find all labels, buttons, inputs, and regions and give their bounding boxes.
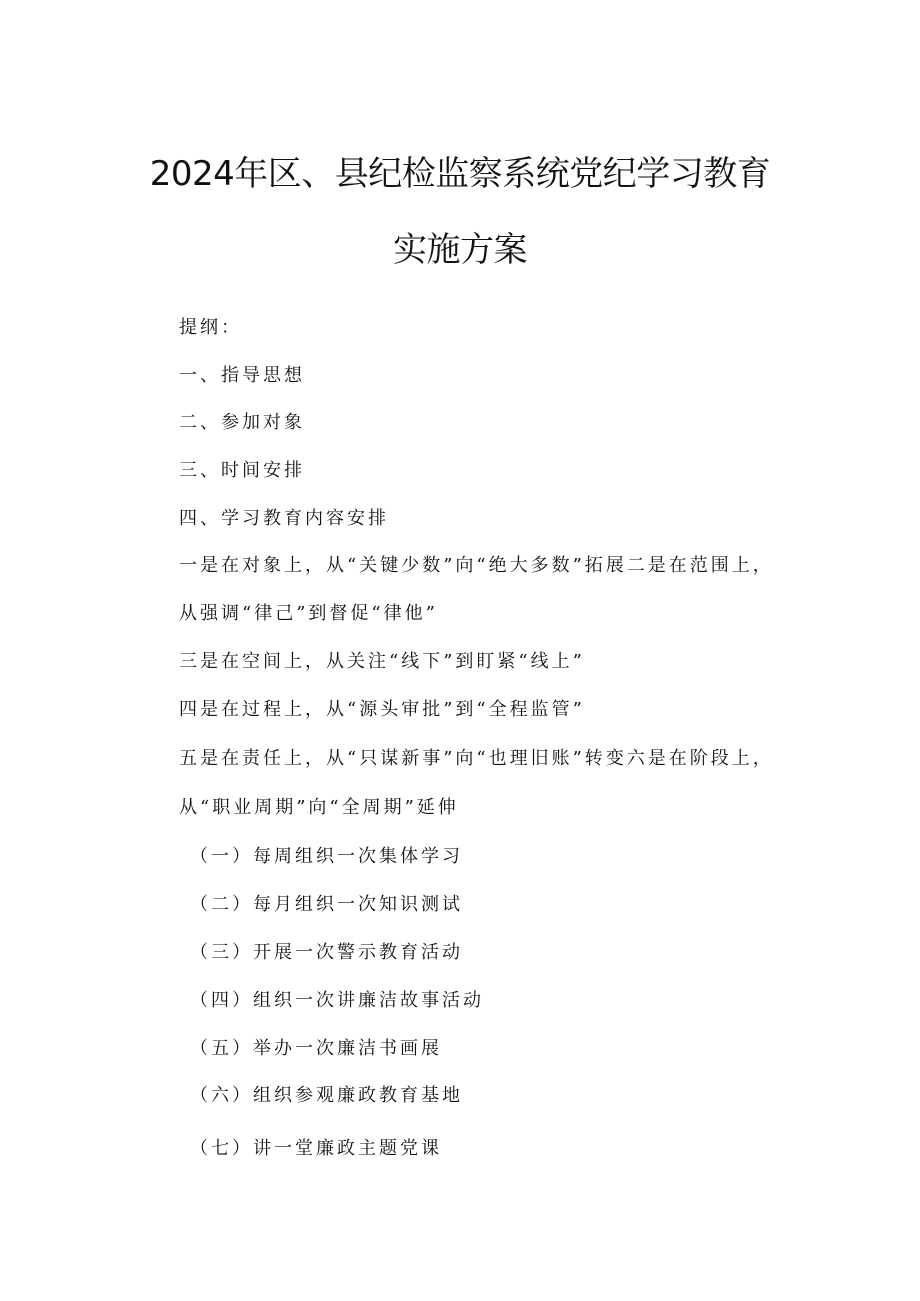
activity-item: （三）开展一次警示教育活动 bbox=[190, 942, 463, 963]
outline-item-schedule: 三、时间安排 bbox=[179, 460, 305, 481]
paragraph-line: 从“职业周期”向“全周期”延伸 bbox=[179, 797, 459, 818]
activity-item: （七）讲一堂廉政主题党课 bbox=[190, 1138, 442, 1159]
paragraph-line: 从强调“律己”到督促“律他” bbox=[179, 603, 438, 624]
activity-item: （五）举办一次廉洁书画展 bbox=[190, 1038, 442, 1059]
paragraph-line: 三是在空间上，从关注“线下”到盯紧“线上” bbox=[179, 651, 585, 672]
outline-item-content-arrangement: 四、学习教育内容安排 bbox=[179, 508, 389, 529]
outline-item-guiding-thought: 一、指导思想 bbox=[179, 365, 305, 386]
document-title-line-1: 2024年区、县纪检监察系统党纪学习教育 bbox=[149, 154, 771, 194]
document-title-line-2: 实施方案 bbox=[393, 230, 527, 270]
outline-label: 提纲： bbox=[179, 317, 242, 338]
paragraph-line: 五是在责任上，从“只谋新事”向“也理旧账”转变六是在阶段上， bbox=[179, 748, 774, 769]
activity-item: （一）每周组织一次集体学习 bbox=[190, 846, 463, 867]
activity-item: （六）组织参观廉政教育基地 bbox=[190, 1085, 463, 1106]
paragraph-line: 四是在过程上，从“源头审批”到“全程监管” bbox=[179, 699, 585, 720]
paragraph-line: 一是在对象上，从“关键少数”向“绝大多数”拓展二是在范围上， bbox=[179, 555, 774, 576]
activity-item: （二）每月组织一次知识测试 bbox=[190, 894, 463, 915]
outline-item-participants: 二、参加对象 bbox=[179, 412, 305, 433]
activity-item: （四）组织一次讲廉洁故事活动 bbox=[190, 990, 484, 1011]
